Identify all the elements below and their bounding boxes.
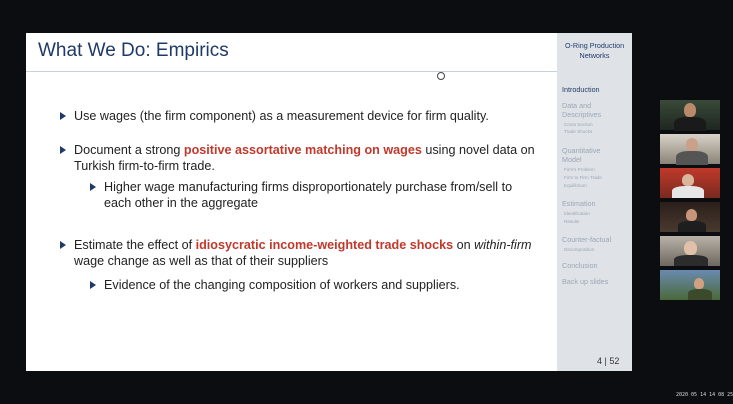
slide-sidebar-nav bbox=[557, 33, 632, 371]
nav-sub-equilibrium[interactable]: Equilibrium bbox=[564, 183, 587, 188]
slide-content bbox=[26, 33, 557, 371]
presentation-slide bbox=[26, 33, 632, 371]
bullet-3-line2: wage change as well as that of their suppliers bbox=[74, 254, 329, 268]
nav-sub-firms-problem[interactable]: Firm's Problem bbox=[564, 167, 595, 172]
nav-data-line2: Descriptives bbox=[562, 110, 602, 119]
bullet-2 bbox=[74, 142, 554, 174]
sub-bullet-arrow-icon bbox=[90, 183, 96, 191]
bullet-arrow-icon bbox=[60, 241, 66, 249]
bullet-3 bbox=[74, 237, 554, 269]
nav-sub-decomposition[interactable]: Decomposition bbox=[564, 247, 595, 252]
bullet-3-highlight: idiosycratic income-weighted trade shocks bbox=[195, 238, 454, 252]
bullet-3-sub-line1: Evidence of the changing composition of workers and suppliers. bbox=[104, 278, 460, 292]
bullet-1-text: Use wages (the firm component) as a measurement device for firm quality. bbox=[74, 109, 489, 123]
nav-data-descriptives[interactable] bbox=[562, 101, 601, 119]
participant-video-tile-5[interactable] bbox=[660, 236, 720, 266]
presentation-title-line2: Networks bbox=[579, 51, 610, 60]
nav-sub-results[interactable]: Results bbox=[564, 219, 580, 224]
nav-sub-firm-to-firm-trade[interactable]: Firm to Firm Trade bbox=[564, 175, 602, 180]
participant-video-tile-6[interactable] bbox=[660, 270, 720, 300]
recording-timestamp: 2020 05 14 14 08 25 bbox=[676, 392, 733, 398]
participant-video-tile-2[interactable] bbox=[660, 134, 720, 164]
nav-quant-line2: Model bbox=[562, 155, 582, 164]
nav-data-line1: Data and bbox=[562, 101, 592, 110]
nav-quantitative-model[interactable] bbox=[562, 146, 600, 164]
nav-quant-line1: Quantitative bbox=[562, 146, 601, 155]
participant-video-tile-3[interactable] bbox=[660, 168, 720, 198]
bullet-3-text: Estimate the effect of bbox=[74, 238, 196, 252]
nav-conclusion[interactable]: Conclusion bbox=[562, 261, 598, 270]
nav-introduction[interactable]: Introduction bbox=[562, 85, 600, 94]
nav-back-up-slides[interactable]: Back up slides bbox=[562, 277, 609, 286]
bullet-2-text-cont: using novel data on bbox=[421, 143, 535, 157]
sub-bullet-arrow-icon bbox=[90, 281, 96, 289]
presentation-title bbox=[559, 41, 630, 61]
participant-video-tile-1[interactable] bbox=[660, 100, 720, 130]
presentation-title-line1: O-Ring Production bbox=[564, 41, 625, 50]
bullet-1 bbox=[74, 108, 489, 124]
bullet-2-line2: Turkish firm-to-firm trade. bbox=[74, 159, 215, 173]
bullet-2-highlight: positive assortative matching on wages bbox=[183, 143, 422, 157]
bullet-2-sub-line2: each other in the aggregate bbox=[104, 196, 259, 210]
bullet-2-sub bbox=[104, 179, 554, 211]
slide-title: What We Do: Empirics bbox=[38, 40, 229, 61]
bullet-3-sub bbox=[104, 277, 554, 293]
bullet-arrow-icon bbox=[60, 146, 66, 154]
page-number: 4 | 52 bbox=[597, 356, 620, 366]
bullet-arrow-icon bbox=[60, 112, 66, 120]
slide-title-bar bbox=[26, 33, 557, 72]
nav-sub-identification[interactable]: Identification bbox=[564, 211, 590, 216]
bullet-2-sub-line1: Higher wage manufacturing firms disproportionately purchase from/sell to bbox=[104, 180, 513, 194]
bullet-3-text-cont: on bbox=[453, 238, 475, 252]
nav-sub-cross-section[interactable]: Cross Section bbox=[564, 122, 593, 127]
nav-counter-factual[interactable]: Counter-factual bbox=[562, 235, 612, 244]
participant-video-tile-4[interactable] bbox=[660, 202, 720, 232]
nav-sub-trade-shocks[interactable]: Trade Shocks bbox=[564, 129, 593, 134]
mouse-cursor-icon bbox=[437, 72, 445, 80]
nav-estimation[interactable]: Estimation bbox=[562, 199, 596, 208]
bullet-2-text: Document a strong bbox=[74, 143, 184, 157]
bullet-3-italic: within-firm bbox=[474, 238, 532, 252]
